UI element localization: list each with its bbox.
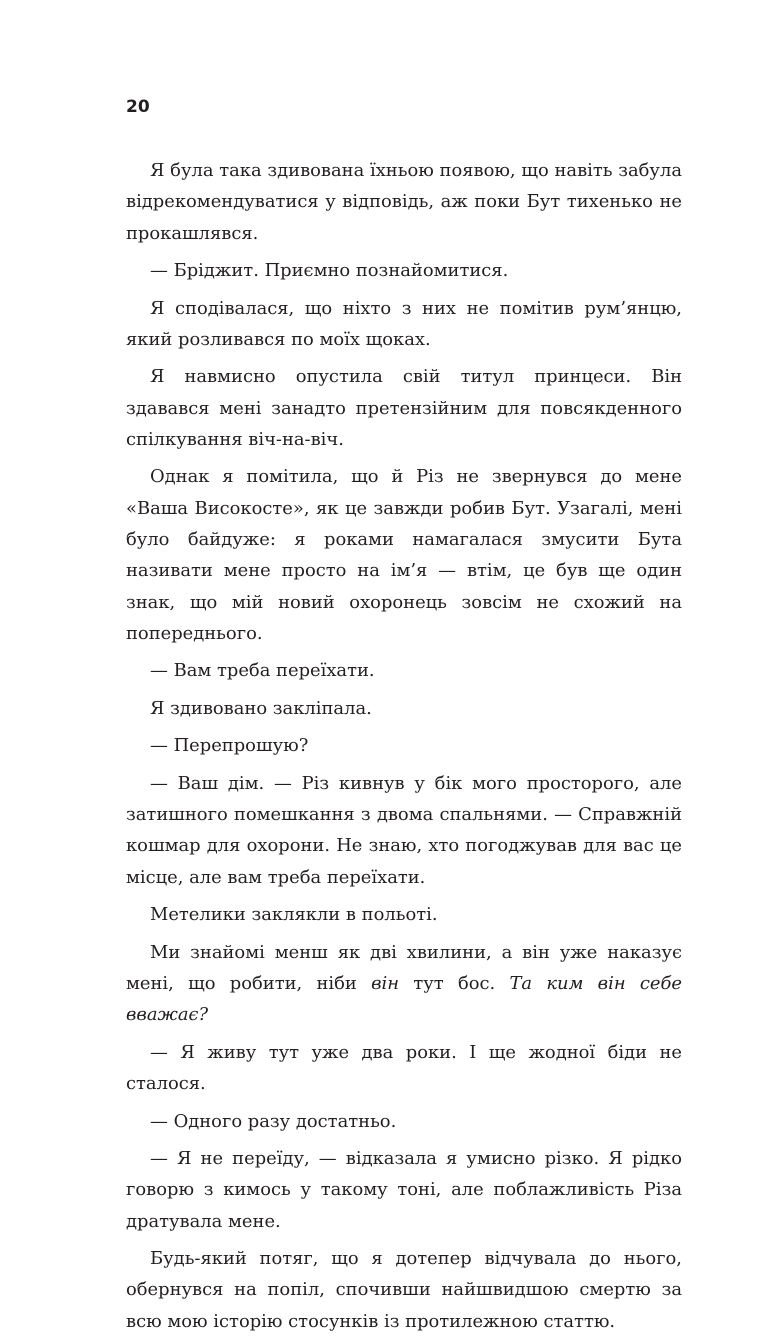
text-run: — Перепрошую? [150,735,309,757]
paragraph [126,255,682,286]
paragraph [126,899,682,930]
text-run: — Вам треба переїхати. [150,660,375,682]
text-run: Я навмисно опустила свій титул принцеси. Він здавався мені занадто претензійним для повсякденного спілкування віч-на-віч. [126,366,682,450]
paragraph [126,1106,682,1137]
page-number: 20 [126,97,150,117]
text-run: — Я живу тут уже два роки. І ще жодної біди не сталося. [126,1041,682,1095]
text-run: — Ваш дім. — Різ кивнув у бік мого просторого, але затишного помешкання з двома спальнями. — Справжній кошмар для охорони. Не знаю, хто погоджував для вас це місце, але вам треба переїхати. [126,772,682,888]
paragraph [126,1243,682,1337]
text-run: Ми знайомі менш як дві хвилини, а він уже наказує мені, що робити, ніби [126,941,682,994]
paragraph [126,730,682,761]
text-run: — Бріджит. Приємно познайомитися. [150,260,509,282]
paragraph [126,655,682,686]
paragraph [126,937,682,1031]
text-run: Я здивовано закліпала. [150,697,372,719]
paragraph [126,1037,682,1100]
paragraph [126,768,682,893]
italic-text: Та ким він себе вважає? [126,973,682,1026]
paragraph [126,155,682,249]
text-run: Я сподівалася, що ніхто з них не помітив рум’янцю, який розливався по моїх щоках. [126,297,682,350]
text-run: Будь-який потяг, що я дотепер відчувала до нього, обернувся на попіл, спочивши найшвидшою смертю за всю мою історію стосунків із протилежною статтю. [126,1248,682,1332]
text-run: Однак я помітила, що й Різ не звернувся до мене «Ваша Високосте», як це завжди робив Бут. Узагалі, мені було байдуже: я роками намагалася змусити Бута називати мене просто на ім’я — втім, це був ще один знак, що мій новий охоронець зовсім не схожий на попереднього. [126,466,682,644]
paragraph [126,693,682,724]
text-run: Я була така здивована їхньою появою, що навіть забула відрекомендуватися у відповідь, аж поки Бут тихенько не прокашлявся. [126,160,682,244]
text-run: — Я не переїду, — відказала я умисно різко. Я рідко говорю з кимось у такому тоні, але поблажливість Різа дратувала мене. [126,1148,682,1232]
italic-text: він [371,973,400,994]
paragraph [126,361,682,455]
text-run: тут бос. [399,973,510,994]
body-text [126,155,682,1337]
paragraph [126,293,682,356]
paragraph [126,461,682,649]
text-run: Метелики заклякли в польоті. [150,904,438,926]
paragraph [126,1143,682,1237]
text-run: — Одного разу достатньо. [150,1110,397,1132]
